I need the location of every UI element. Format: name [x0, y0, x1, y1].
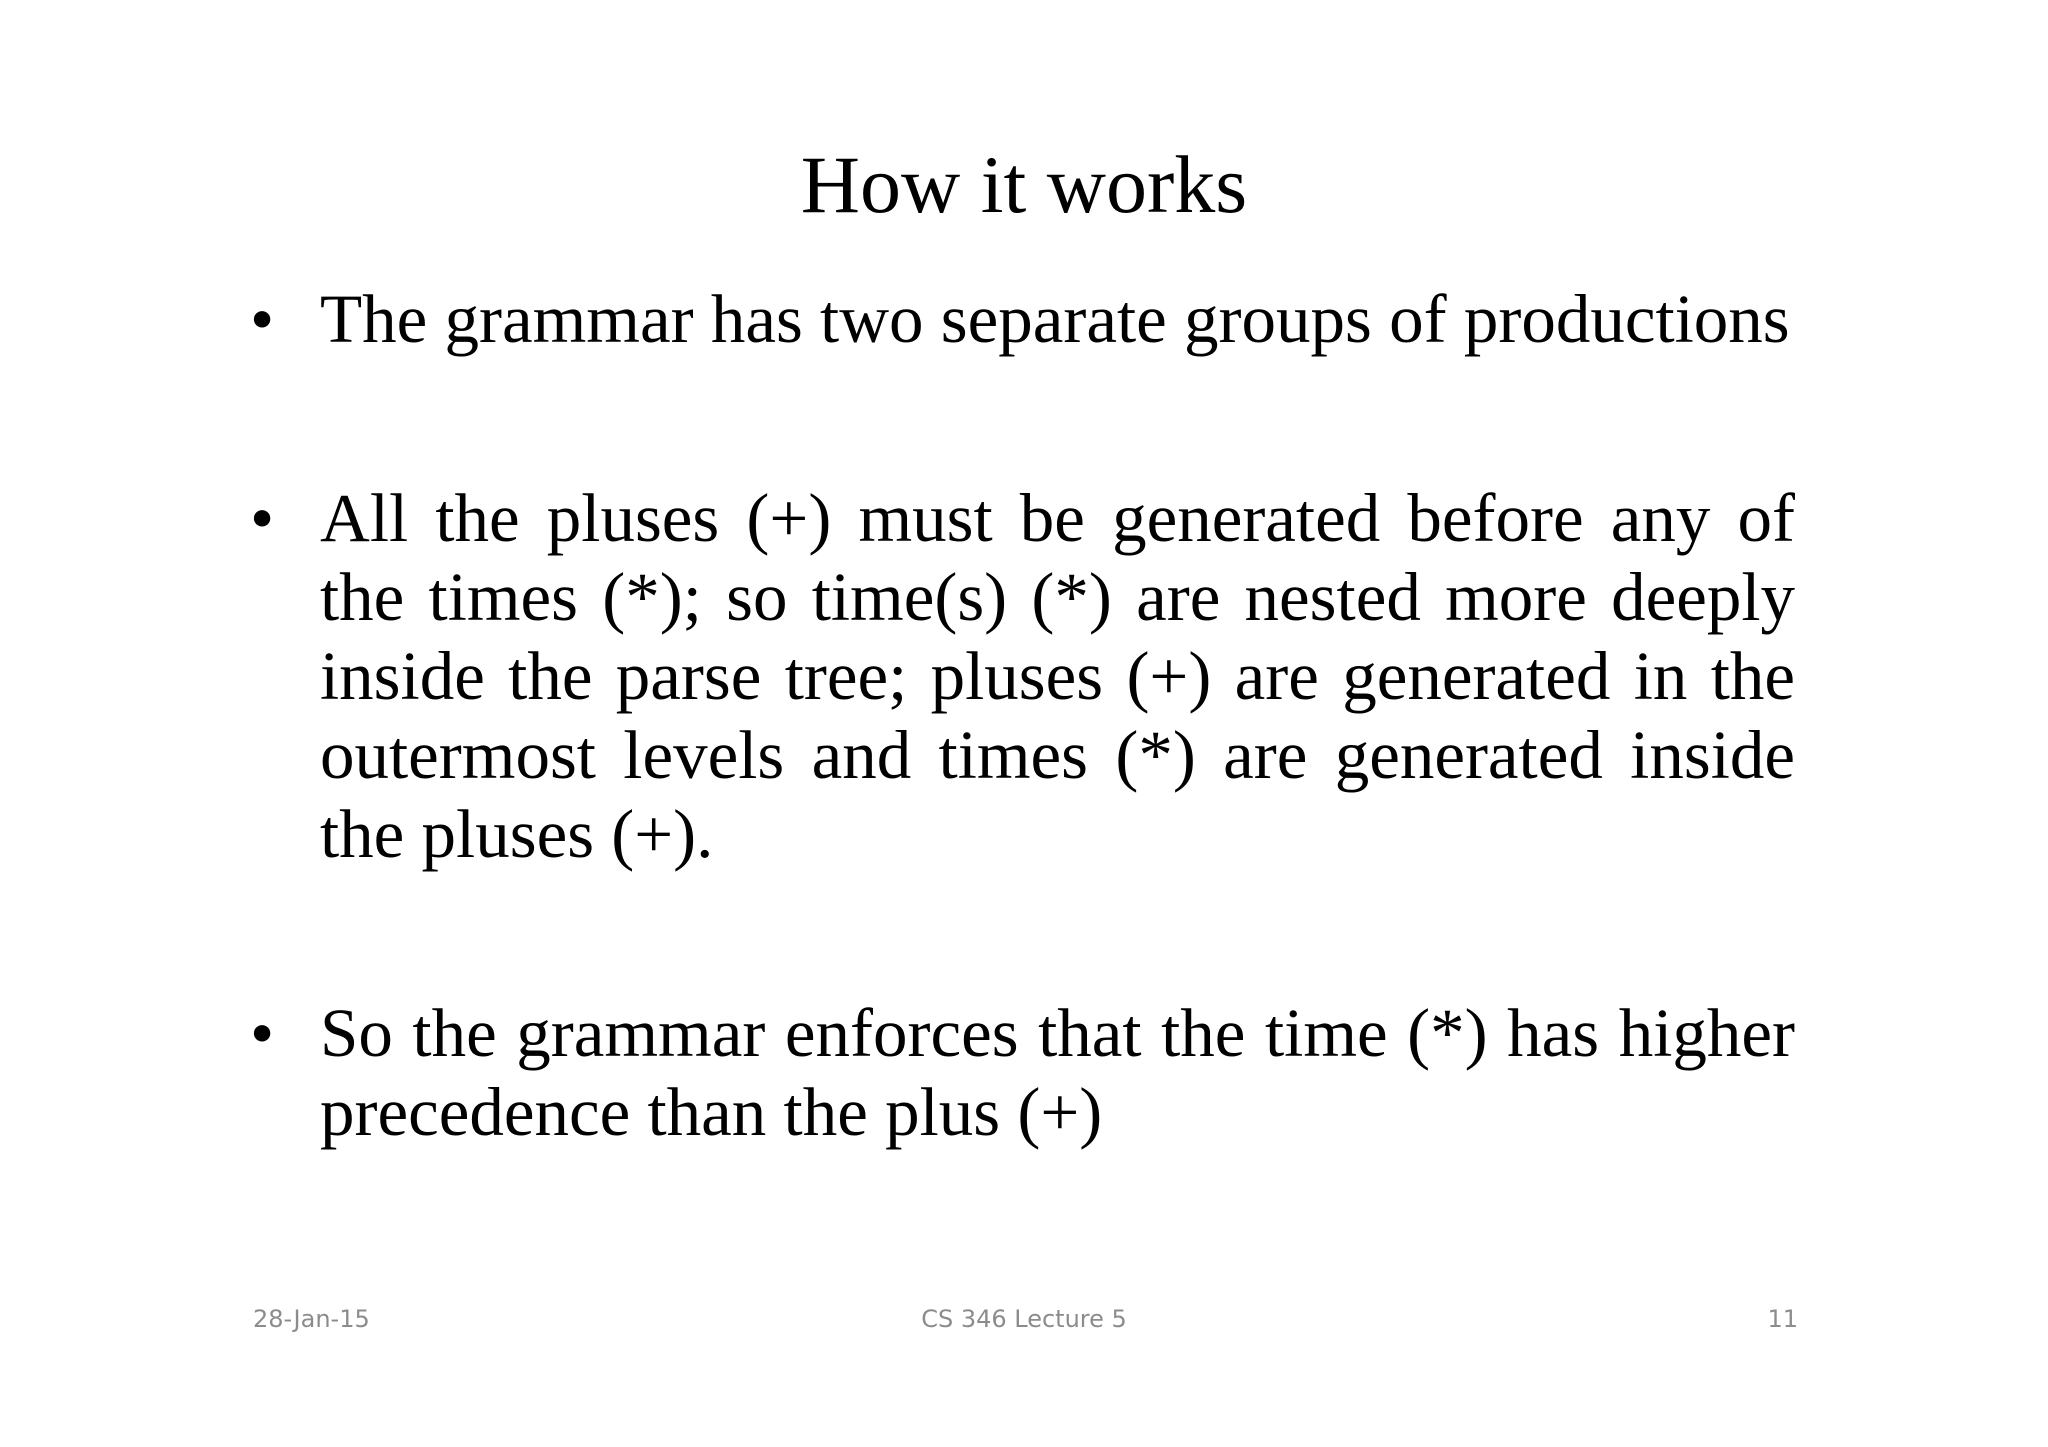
footer-date: 28-Jan-15 — [253, 1305, 370, 1333]
bullet-item — [250, 479, 1795, 874]
bullet-marker: • — [250, 480, 275, 556]
bullet-marker: • — [250, 281, 275, 357]
bullet-item — [250, 994, 1795, 1152]
bullet-marker: • — [250, 995, 275, 1071]
footer-course: CS 346 Lecture 5 — [921, 1305, 1127, 1333]
footer-page-number: 11 — [1767, 1305, 1798, 1333]
bullet-text: The grammar has two separate groups of productions — [320, 281, 1790, 357]
bullet-text: So the grammar enforces that the time (*) has higher precedence than the plus (+) — [320, 995, 1795, 1150]
bullet-item — [250, 280, 1795, 359]
slide-title: How it works — [800, 139, 1248, 230]
bullet-text: All the pluses (+) must be generated before any of the times (*); so time(s) (*) are nested more deeply inside the parse tree; pluses (+) are generated in the outermost levels and times (*) are generated inside the pluses (+). — [320, 480, 1795, 872]
bullet-list — [250, 280, 1795, 1152]
